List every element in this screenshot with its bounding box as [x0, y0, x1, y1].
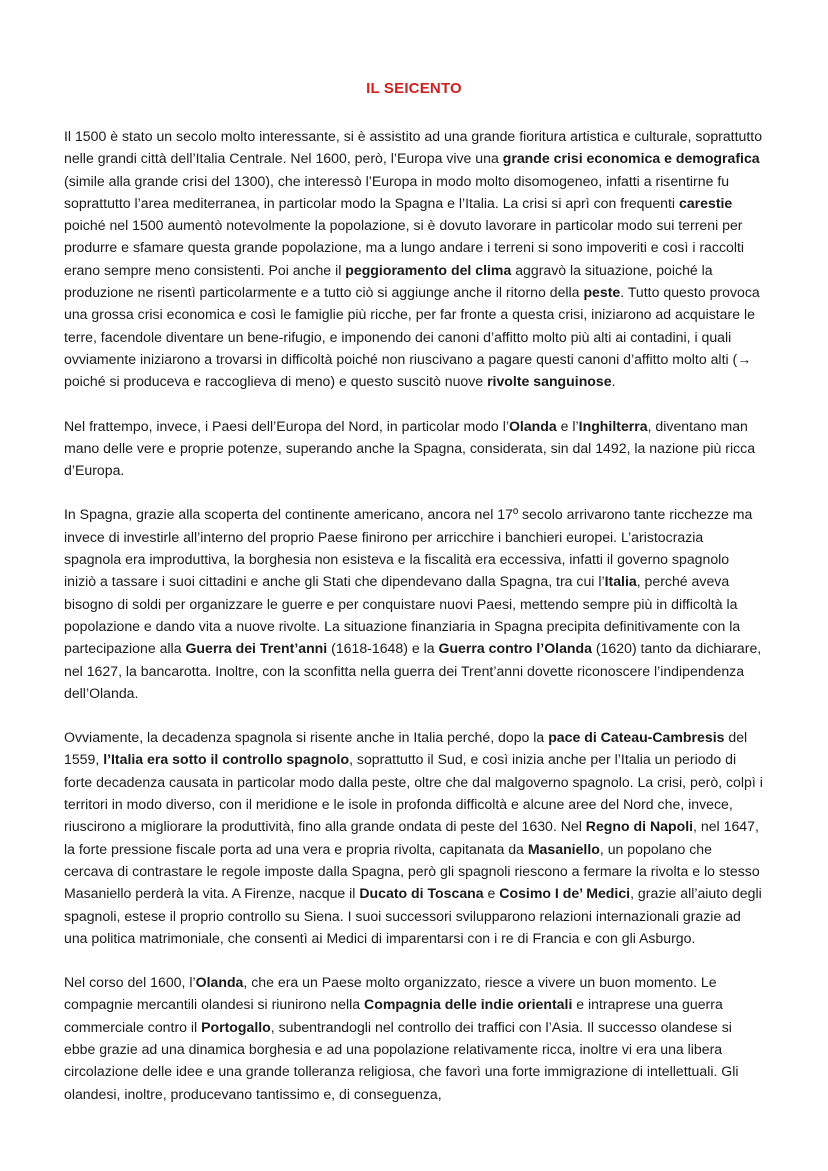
bold-term: rivolte sanguinose — [487, 373, 612, 390]
text-run: e intraprese una guerra commerciale contro il — [64, 996, 723, 1035]
text-run: del 1559, — [64, 729, 748, 768]
bold-term: Ducato di Toscana — [359, 885, 484, 902]
text-run: (1618-1648) e la — [327, 640, 439, 657]
bold-term: carestie — [678, 194, 733, 211]
text-run: , subentrandogli nel controllo dei traffici con l’Asia. Il successo olandese si ebbe grazie ad una dinamica borghesia e ad una popolazione relativamente ricca, inoltre vi era una libera circolazione delle idee e una grande tolleranza religiosa, che favorì una forte immigrazione di intellettuali. Gli olandesi, inoltre, producevano tantissimo e, di conseguenza, — [64, 1018, 739, 1102]
paragraph-holland — [64, 971, 764, 1105]
bold-term: Italia — [604, 573, 637, 590]
text-run: Nel frattempo, invece, i Paesi dell’Europa del Nord, in particolar modo l’ — [64, 417, 509, 434]
bold-term: Olanda — [195, 974, 244, 991]
bold-term: Inghilterra — [578, 417, 648, 434]
bold-term: l’Italia era sotto il controllo spagnolo — [103, 751, 350, 768]
text-run: aggravò la situazione, poiché la produzione ne risentì particolarmente e a tutto ciò si aggiunge anche il ritorno della — [64, 261, 713, 301]
text-run: Nel corso del 1600, l’ — [64, 974, 196, 991]
text-run: , perché aveva bisogno di soldi per organizzare le guerre e per conquistare nuovi Paesi, mettendo sempre più in difficoltà la popolazione e dando vita a nuove rivolte. La situazione finanziaria in Spagna precipita definitivamente con la partecipazione alla — [64, 573, 741, 657]
bold-term: Portogallo — [201, 1018, 271, 1035]
bold-term: pace di Cateau-Cambresis — [548, 729, 725, 746]
bold-term: Guerra dei Trent’anni — [185, 640, 328, 657]
text-run: (simile alla grande crisi del 1300), che interessò l’Europa in modo molto disomogeneo, infatti a risentirne fu soprattutto l’area mediterranea, in particolar modo la Spagna e l’Italia. La crisi si aprì con frequenti — [64, 172, 730, 211]
bold-term: Cosimo I de’ Medici — [499, 885, 631, 902]
text-run: , un popolano che cercava di contrastare le regole imposte dalla Spagna, però gli spagnoli riescono a fermare la rivolta e lo stesso Masaniello perderà la vita. A Firenze, nacque il — [64, 840, 760, 902]
text-run: In Spagna, grazie alla scoperta del continente americano, ancora nel 17º secolo arrivarono tante ricchezze ma invece di investirle all’interno del proprio Paese finirono per arricchire i banchieri europei. L’aristocrazia spagnola era improduttiva, la borghesia non esisteva e la fiscalità era eccessiva, infatti il governo spagnolo iniziò a tassare i suoi cittadini e anche gli Stati che dipendevano dalla Spagna, tra cui l’ — [64, 506, 753, 590]
bold-term: Regno di Napoli — [585, 818, 694, 835]
text-run: . Tutto questo provoca una grossa crisi economica e così le famiglie più ricche, per far fronte a questa crisi, iniziarono ad acquistare le terre, facendole diventare un bene-rifugio, e imponendo dei canoni d’affitto molto più alti ai contadini, i quali ovviamente iniziarono a trovarsi in difficoltà poiché non riuscivano a pagare questi canoni d’affitto molto alti (→ poiché si produceva e raccoglieva di meno) e questo suscitò nuove — [64, 284, 760, 390]
text-run: poiché nel 1500 aumentò notevolmente la popolazione, si è dovuto lavorare in particolar modo sui terreni per produrre e sfamare questa grande popolazione, ma a lungo andare i terreni si sono impoveriti e così i raccolti erano sempre meno consistenti. Poi anche il — [64, 217, 745, 278]
text-run: e — [483, 885, 500, 902]
page-title: IL SEICENTO — [366, 80, 462, 97]
bold-term: Masaniello — [527, 840, 600, 857]
text-run: (1620) tanto da dichiarare, nel 1627, la bancarotta. Inoltre, con la sconfitta nella guerra dei Trent’anni dovette riconoscere l’indipendenza dell’Olanda. — [64, 640, 762, 701]
paragraph-northern-powers — [64, 415, 764, 482]
text-run: , grazie all’aiuto degli spagnoli, estese il proprio controllo su Siena. I suoi successori svilupparono relazioni internazionali grazie ad una politica matrimoniale, che consentì ai Medici di imparentarsi con i re di Francia e con gli Asburgo. — [64, 885, 762, 946]
bold-term: peste — [583, 284, 621, 301]
text-run: Ovviamente, la decadenza spagnola si risente anche in Italia perché, dopo la — [64, 729, 549, 746]
text-run: Il 1500 è stato un secolo molto interessante, si è assistito ad una grande fioritura artistica e culturale, soprattutto nelle grandi città dell’Italia Centrale. Nel 1600, però, l’Europa vive una — [64, 128, 763, 167]
text-run: , che era un Paese molto organizzato, riesce a vivere un buon momento. Le compagnie mercantili olandesi si riunirono nella — [64, 974, 717, 1013]
bold-term: Olanda — [508, 417, 557, 434]
text-run: . — [611, 373, 616, 390]
bold-term: grande crisi economica e demografica — [502, 150, 760, 167]
paragraph-intro-crisis — [64, 125, 764, 393]
paragraph-spain — [64, 503, 764, 704]
text-run: , nel 1647, la forte pressione fiscale porta ad una vera e propria rivolta, capitanata da — [64, 818, 759, 857]
text-run: , soprattutto il Sud, e così inizia anche per l’Italia un periodo di forte decadenza causata in particolar modo dalla peste, oltre che dal malgoverno spagnolo. La crisi, però, colpì i territori in modo diverso, con il meridione e le isole in profonda difficoltà e alcune aree del Nord che, invece, riuscirono a migliorare la produttività, fino alla grande ondata di peste del 1630. Nel — [64, 751, 763, 835]
paragraph-italy — [64, 726, 764, 949]
bold-term: Compagnia delle indie orientali — [364, 996, 573, 1013]
text-run: , diventano man mano delle vere e proprie potenze, superando anche la Spagna, considerata, sin dal 1492, la nazione più ricca d’Europa. — [64, 417, 756, 479]
bold-term: peggioramento del clima — [345, 261, 512, 278]
bold-term: Guerra contro l’Olanda — [438, 640, 592, 657]
text-run: e l’ — [556, 417, 579, 434]
